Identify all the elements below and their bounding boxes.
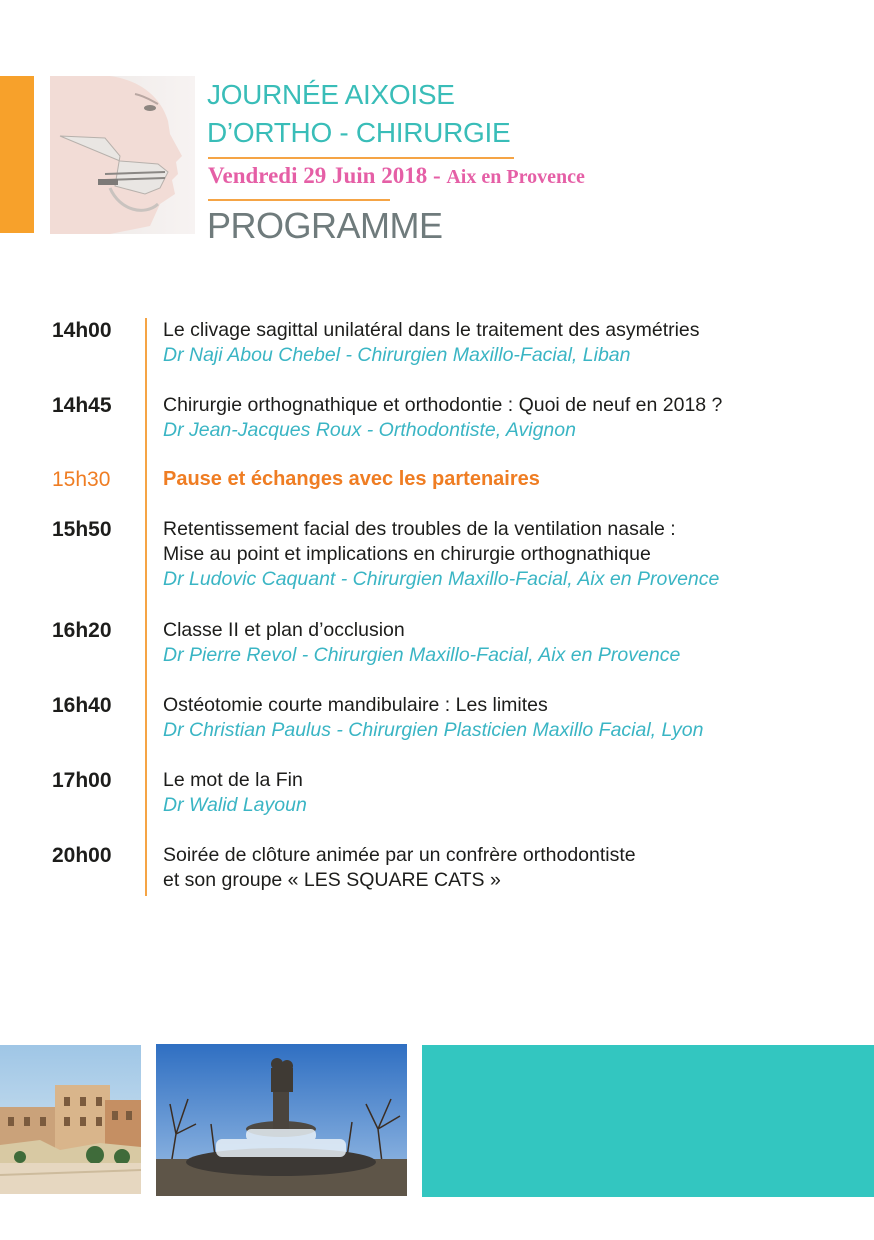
session-speaker: Dr Ludovic Caquant - Chirurgien Maxillo-Facial, Aix en Provence <box>163 568 720 590</box>
session-title: Chirurgie orthognathique et orthodontie : Quoi de neuf en 2018 ? <box>163 394 723 416</box>
session-time: 17h00 <box>52 769 112 792</box>
session-speaker: Dr Jean-Jacques Roux - Orthodontiste, Avignon <box>163 419 576 441</box>
session-title: Pause et échanges avec les partenaires <box>163 468 540 490</box>
session-speaker: Dr Walid Layoun <box>163 794 307 816</box>
face-skull-illustration <box>50 76 195 234</box>
session-time: 16h20 <box>52 619 112 642</box>
street-photo <box>0 1045 141 1194</box>
session-title: Retentissement facial des troubles de la ventilation nasale : <box>163 518 676 540</box>
session-speaker: Dr Pierre Revol - Chirurgien Maxillo-Facial, Aix en Provence <box>163 644 681 666</box>
programme-heading: PROGRAMME <box>207 205 443 246</box>
session-title: Ostéotomie courte mandibulaire : Les limites <box>163 694 548 716</box>
date-divider <box>208 199 390 201</box>
session-time: 20h00 <box>52 844 112 867</box>
event-title-line1: JOURNÉE AIXOISE <box>207 79 455 110</box>
session-title: Soirée de clôture animée par un confrère orthodontiste <box>163 844 636 866</box>
session-title: Le mot de la Fin <box>163 769 303 791</box>
session-title-line2: et son groupe « LES SQUARE CATS » <box>163 869 501 891</box>
event-place: Aix en Provence <box>446 166 585 188</box>
event-title-line2: D’ORTHO - CHIRURGIE <box>207 117 511 148</box>
session-time: 16h40 <box>52 694 112 717</box>
title-divider <box>208 157 514 159</box>
timeline-line <box>145 318 147 896</box>
session-time: 15h30 <box>52 468 111 491</box>
session-title: Le clivage sagittal unilatéral dans le traitement des asymétries <box>163 319 700 341</box>
session-title: Classe II et plan d’occlusion <box>163 619 405 641</box>
session-speaker: Dr Naji Abou Chebel - Chirurgien Maxillo-Facial, Liban <box>163 344 631 366</box>
event-date <box>208 163 585 189</box>
orange-accent-tab <box>0 76 34 233</box>
event-date-text: Vendredi 29 Juin 2018 - <box>208 163 441 188</box>
fountain-photo <box>156 1044 407 1196</box>
session-time: 15h50 <box>52 518 112 541</box>
session-title-line2: Mise au point et implications en chirurgie orthognathique <box>163 543 651 565</box>
teal-panel <box>422 1045 874 1197</box>
session-time: 14h00 <box>52 319 112 342</box>
session-time: 14h45 <box>52 394 112 417</box>
session-speaker: Dr Christian Paulus - Chirurgien Plasticien Maxillo Facial, Lyon <box>163 719 704 741</box>
event-title <box>207 76 510 152</box>
